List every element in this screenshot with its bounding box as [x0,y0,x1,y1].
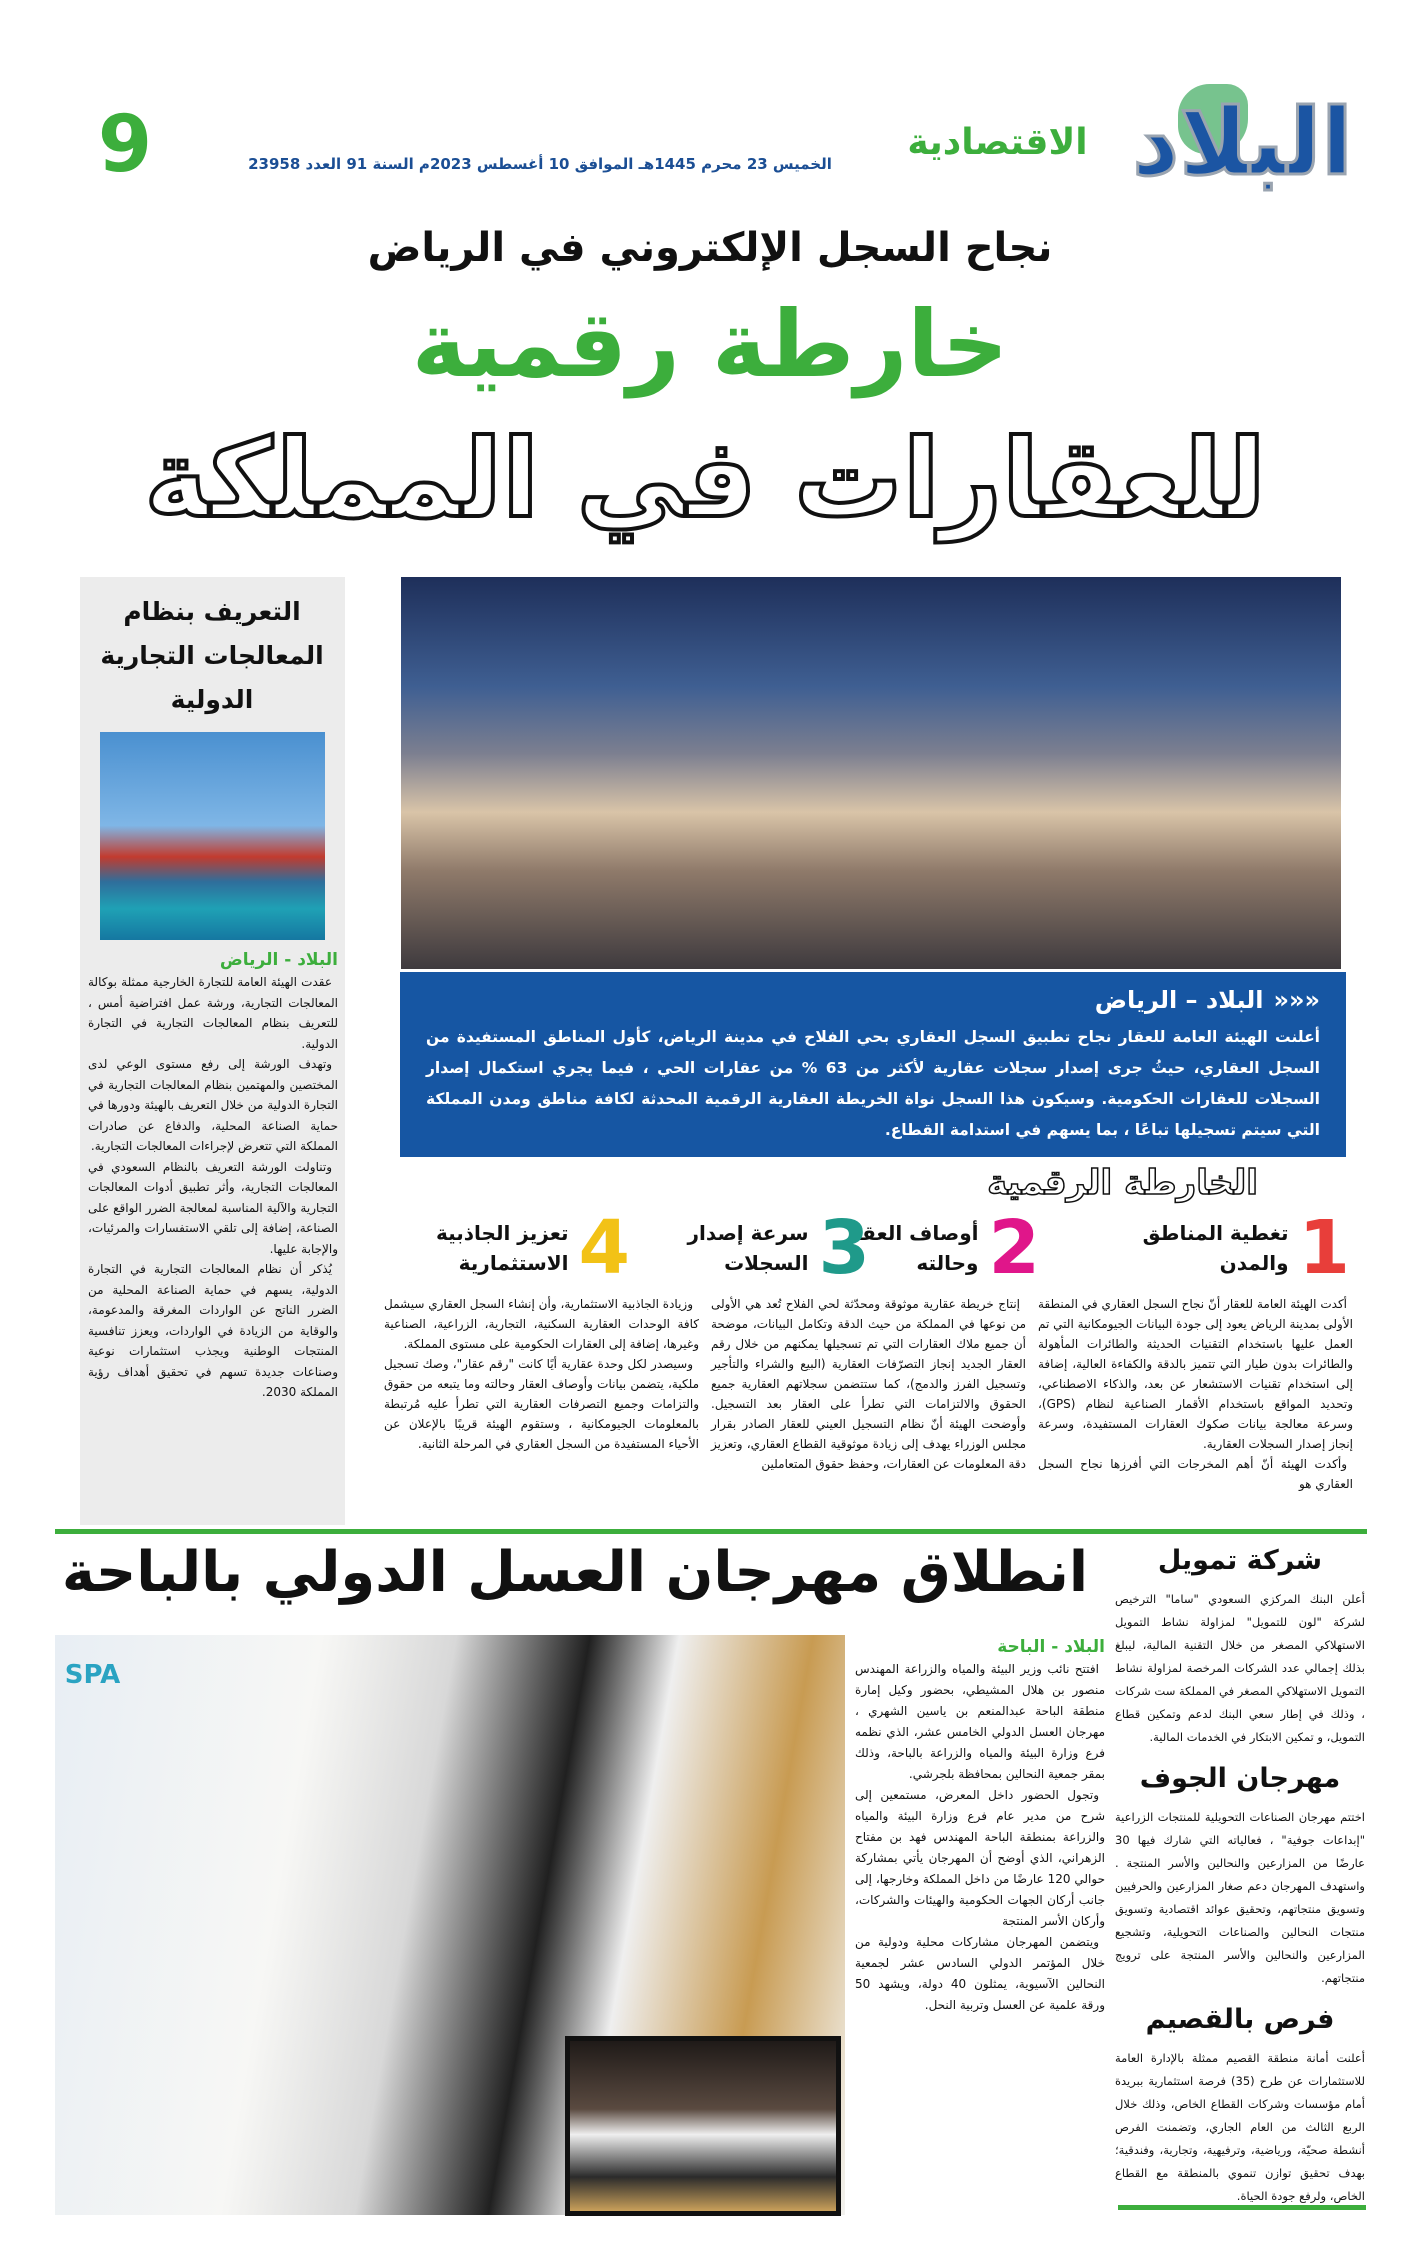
feature-label: سرعة إصدار السجلات [687,1221,809,1275]
feature-label: أوصاف العقار وحالته [843,1221,979,1275]
lead-column-1 [1038,1294,1353,1494]
page-number: 9 [97,100,153,190]
feature-label: تعزيز الجاذبية الاستثمارية [435,1221,569,1275]
sidebar-article [88,948,338,1403]
feature-label: تغطية المناطق والمدن [1142,1221,1289,1275]
digital-map-subhead: الخارطة الرقمية [987,1163,1258,1203]
lead-headline-outline: للعقارات في المملكة [144,417,1266,542]
lead-headline: خارطة رقمية [411,291,1009,398]
feature-number: 2 [988,1205,1040,1291]
section-title: الاقتصادية [907,122,1088,163]
feature-1 [1040,1205,1350,1291]
feature-3 [600,1205,870,1291]
lead-column-2 [711,1294,1026,1474]
paragraph: وزيادة الجاذبية الاستثمارية، وأن إنشاء السجل العقاري سيشمل كافة الوحدات العقارية السكنية، التجارية، الزراعية، الصناعية وغيرها، إضافة إلى العقارات الحكومية على مستوى المملكة. [384,1297,699,1351]
honey-inset-photo [565,2036,841,2216]
brief-text: أعلنت أمانة منطقة القصيم ممثلة بالإدارة العامة للاستثمارات عن طرح (35) فرصة استثمارية ببريدة أمام مؤسسات وشركات القطاع الخاص، وذلك خلال الربع الثالث من العام الجاري، وتضمنت الفرص أنشطة صحيّة، ورياضية، وترفيهية، وتجارية، وفندقية؛ بهدف تحقيق توازن تنموي بالمنطقة مع القطاع الخاص، ولرفع جودة الحياة. [1115,2051,1365,2203]
paragraph: وتجول الحضور داخل المعرض، مستمعين إلى شرح من مدير عام فرع وزارة البيئة والمياه والزراعة بمنطقة الباحة المهندس فهد بن مفتاح الزهراني، الذي أوضح أن المهرجان يأتي بمشاركة حوالي 120 عارضًا من داخل المملكة وخارجها، إلى جانب أركان الجهات الحكومية والهيئات والشركات، وأركان الأسر المنتجة [855,1788,1105,1928]
sidebar-title: التعريف بنظام المعالجات التجارية الدولية [100,597,324,714]
paragraph: وأكدت الهيئة أنّ أهم المخرجات التي أفرزها نجاح السجل العقاري هو [1038,1457,1353,1491]
paragraph: أكدت الهيئة العامة للعقار أنّ نجاح السجل العقاري في المنطقة الأولى بمدينة الرياض يعود إلى جودة البيانات الجيومكانية التي تم العمل عليها باستخدام التقنيات الحديثة والطائرات المأهولة والطائرات بدون طيار التي تتميز بالدقة والكفاءة العالية، إضافة إلى استخدام تقنيات الاستشعار عن بعد، والذكاء الاصطناعي، وتحديد المواقع باستخدام الأقمار الصناعية لنظام (GPS)، وسرعة معالجة بيانات صكوك العقارات المستفيدة، وسرعة إنجاز إصدار السجلات العقارية. [1038,1297,1353,1451]
paragraph: وتناولت الورشة التعريف بالنظام السعودي في المعالجات التجارية، وأثر تطبيق أدوات المعالجات التجارية والآلية المناسبة لمعالجة الضرر الواقع على الصناعة، إضافة إلى تلقي الاستفسارات والمرئيات، والإجابة عليها. [88,1159,338,1256]
container-ship-photo [100,732,325,940]
paragraph: ويتضمن المهرجان مشاركات محلية ودولية من خلال المؤتمر الدولي السادس عشر لجمعية النحالين الآسيوية، يمثلون 40 دولة، ويشهد 50 ورقة علمية عن العسل وتربية النحل. [855,1935,1106,2012]
briefs-column [1115,1545,1365,2208]
paragraph: عقدت الهيئة العامة للتجارة الخارجية ممثلة بوكالة المعالجات التجارية، ورشة عمل افتراضية أمس ، للتعريف بنظام المعالجات التجارية في التجارة الدولية. [88,975,338,1051]
honey-dateline: البلاد - الباحة [997,1637,1105,1657]
feature-number: 1 [1298,1205,1350,1291]
lead-kicker: نجاح السجل الإلكتروني في الرياض [367,225,1053,271]
newspaper-logo[interactable]: البلاد [1132,89,1353,196]
honey-article [855,1635,1105,2016]
feature-4 [385,1205,630,1291]
paragraph: وسيصدر لكل وحدة عقارية أيًا كانت "رقم عقار"، وصك تسجيل ملكية، يتضمن بيانات وأوصاف العقار وحالته وما يتبعه من حقوق والتزامات وجميع التصرفات العقارية التي تطرأ عليه مُرتبطة بالمعلومات الجيومكانية ، وستقوم الهيئة قريبًا بالإعلان عن الأحياء المستفيدة من السجل العقاري في المرحلة الثانية. [384,1357,699,1451]
paragraph: إنتاج خريطة عقارية موثوقة ومحدّثة لحي الفلاح تُعد هي الأولى من نوعها في المملكة من حيث الدقة وتكامل البيانات، موضحة أن جميع ملاك العقارات التي تم تسجيلها يمكنهم من خلال رقم العقار الجديد إنجاز التصرّفات العقارية (البيع والشراء والتأجير وتسجيل الفرز والدمج)، كما ستتضمن سجلاتهم العقارية جميع الحقوق والالتزامات التي تطرأ على العقار بعد التسجيل. وأوضحت الهيئة أنّ نظام التسجيل العيني للعقار الصادر بقرار مجلس الوزراء يهدف إلى زيادة موثوقية القطاع العقاري، وتعزيز دقة المعلومات عن العقارات، وحفظ حقوق المتعاملين [711,1297,1026,1471]
paragraph: يُذكر أن نظام المعالجات التجارية في التجارة الدولية، يسهم في حماية الصناعة المحلية من الضرر الناتج عن الواردات المغرقة والمدعومة، والوقاية من الزيادة في الواردات، ويعزز تنافسية المنتجات الوطنية ويجذب استثمارات نوعية وصناعات جديدة تسهم في تحقيق أهداف رؤية المملكة 2030. [88,1262,338,1399]
chevrons-icon: ««« [1273,986,1320,1014]
paragraph: وتهدف الورشة إلى رفع مستوى الوعي لدى المختصين والمهتمين بنظام المعالجات التجارية في التجارة الدولية من خلال التعريف بالهيئة ودورها في حماية الصناعة المحلية، والدفاع عن صادرات المملكة التي تتعرض لإجراءات المعالجات التجارية. [88,1057,338,1153]
lead-column-3 [384,1294,699,1454]
issue-dateline: الخميس 23 محرم 1445هـ الموافق 10 أغسطس 2023م السنة 91 العدد 23958 [248,155,832,173]
spa-logo: SPA [64,1660,121,1690]
brief-title: شركة تمويل [1157,1545,1323,1576]
brief-title: فرص بالقصيم [1145,2004,1335,2035]
section-divider [55,1529,1367,1534]
lead-summary-box [400,972,1346,1157]
brief-title: مهرجان الجوف [1139,1763,1341,1794]
summary-text: أعلنت الهيئة العامة للعقار نجاح تطبيق السجل العقاري بحي الفلاح في مدينة الرياض، كأول المناطق المستفيدة من السجل العقاري، حيثُ جرى إصدار سجلات عقارية لأكثر من 63 % من عقارات الحي ، فيما يجري استكمال إصدار السجلات للعقارات الحكومية. وسيكون هذا السجل نواة الخريطة العقارية الرقمية المحدثة لكافة مناطق ومدن المملكة التي سيتم تسجيلها تباعًا ، بما يسهم في استدامة القطاع. [426,1028,1320,1139]
brief-text: اختتم مهرجان الصناعات التحويلية للمنتجات الزراعية "إبداعات جوفية" ، فعالياته التي شارك فيها 30 عارضًا من المزارعين والنحالين والأسر المنتجة . واستهدف المهرجان دعم صغار المزارعين والحرفيين وتسويق منتجاتهم، وتحقيق عوائد اقتصادية وتسويق منتجات النحالين والصناعات التحويلية، وتشجيع المزارعين والنحالين والأسر المنتجة على ترويج منتجاتهم. [1115,1810,1365,1985]
feature-number: 3 [818,1205,870,1291]
briefs-divider [1118,2205,1366,2210]
summary-dateline: البلاد – الرياض [1094,986,1264,1014]
brief-text: أعلن البنك المركزي السعودي "ساما" الترخيص لشركة "لون للتمويل" لمزاولة نشاط التمويل الاستهلاكي المصغر من خلال التقنية المالية، ليبلغ بذلك إجمالي عدد الشركات المرخصة لمزاولة نشاط التمويل الاستهلاكي المصغر في المملكة ست شركات ، وذلك في إطار سعي البنك لدعم وتمكين قطاع التمويل، و تمكين الابتكار في الخدمات المالية. [1114,1592,1365,1744]
paragraph: افتتح نائب وزير البيئة والمياه والزراعة المهندس منصور بن هلال المشيطي، بحضور وكيل إمارة منطقة الباحة عبدالمنعم بن ياسين الشهري ، مهرجان العسل الدولي الخامس عشر، الذي نظمه فرع وزارة البيئة والمياه والزراعة بالباحة، وذلك بمقر جمعية النحالين بمحافظة بلجرشي. [855,1662,1105,1781]
feature-number: 4 [578,1205,630,1291]
honey-headline: انطلاق مهرجان العسل الدولي بالباحة [61,1540,1089,1605]
sidebar-dateline: البلاد - الرياض [219,950,338,970]
riyadh-city-photo [401,577,1341,969]
